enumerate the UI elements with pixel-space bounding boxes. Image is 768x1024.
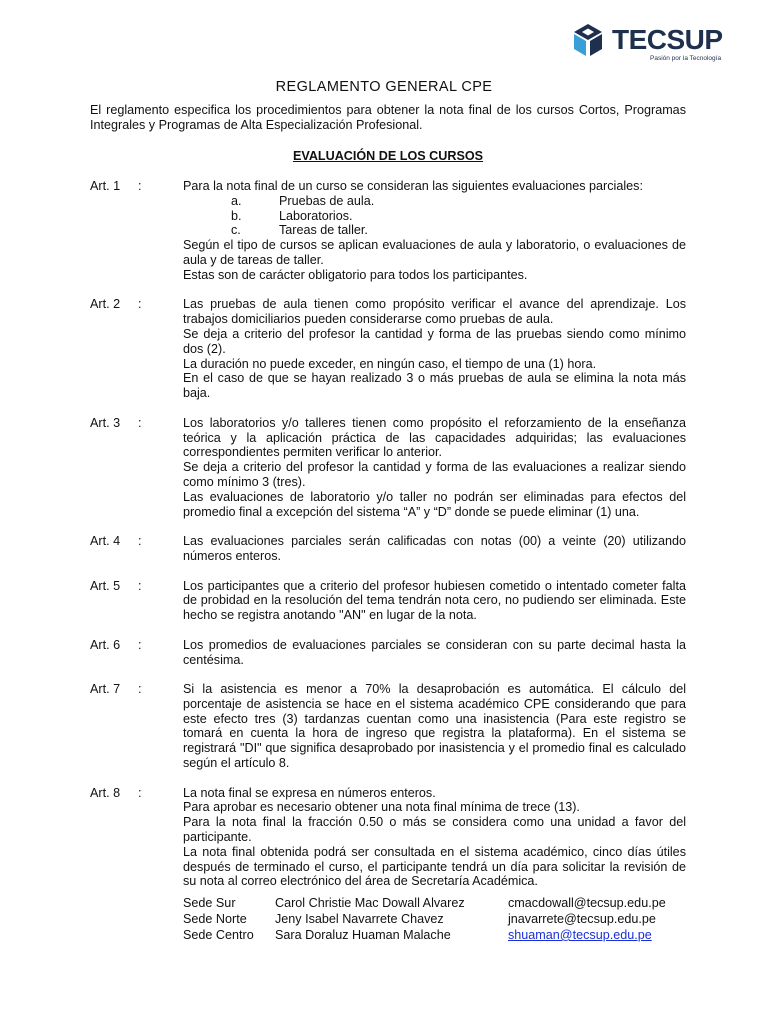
article-number: Art. 4 bbox=[90, 534, 121, 549]
article-5 bbox=[90, 579, 686, 623]
logo-wordmark: TECSUP bbox=[612, 24, 723, 55]
article-paragraph: Según el tipo de cursos se aplican evaluaciones de aula y laboratorio, o evaluaciones de aula y de tareas de taller. bbox=[183, 238, 686, 267]
article-paragraph: Si la asistencia es menor a 70% la desaprobación es automática. El cálculo del porcentaje de asistencia se hace en el sistema académico CPE considerando que para este efecto tres (3) tardanzas cuentan como una inasistencia (Para este registro se tomará en cuenta la hora de ingreso que registra la plataforma). En el sistema se registrará "DI" que significa desaprobado por inasistencia y el promedio final es calculado según el artículo 8. bbox=[183, 682, 686, 771]
article-paragraph: Para la nota final de un curso se consideran las siguientes evaluaciones parciales: bbox=[183, 179, 643, 193]
article-body bbox=[183, 682, 686, 771]
list-item-text: Laboratorios. bbox=[279, 208, 353, 223]
article-body bbox=[183, 416, 686, 520]
list-item-text: Pruebas de aula. bbox=[279, 193, 375, 208]
article-colon: : bbox=[138, 179, 142, 193]
article-number: Art. 7 bbox=[90, 682, 121, 697]
article-paragraph: Los laboratorios y/o talleres tienen como propósito el reforzamiento de la enseñanza teórica y la aplicación práctica de las capacidades adquiridas; las evaluaciones correspondientes permiten verificar lo anterior. bbox=[183, 415, 686, 460]
article-number: Art. 5 bbox=[90, 578, 121, 593]
article-number: Art. 2 bbox=[90, 297, 121, 312]
tecsup-logo bbox=[568, 22, 728, 66]
list-item-letter: b. bbox=[231, 208, 242, 223]
article-body bbox=[183, 297, 686, 401]
article-colon: : bbox=[138, 682, 142, 697]
article-paragraph: Estas son de carácter obligatorio para todos los participantes. bbox=[183, 267, 528, 282]
contact-email: jnavarrete@tecsup.edu.pe bbox=[508, 912, 656, 926]
article-body bbox=[183, 786, 686, 890]
contacts-table bbox=[183, 895, 686, 943]
article-number: Art. 1 bbox=[90, 179, 121, 193]
article-paragraph: La duración no puede exceder, en ningún caso, el tiempo de una (1) hora. bbox=[183, 356, 597, 371]
article-number: Art. 6 bbox=[90, 637, 121, 652]
article-paragraph: Las evaluaciones parciales serán calificadas con notas (00) a veinte (20) utilizando números enteros. bbox=[183, 534, 686, 563]
article-paragraph: Las evaluaciones de laboratorio y/o taller no podrán ser eliminadas para efectos del promedio final a excepción del sistema “A” y “D” donde se puede eliminar (1) una. bbox=[183, 489, 686, 519]
article-paragraph: Se deja a criterio del profesor la cantidad y forma de las evaluaciones a realizar siendo como mínimo 3 (tres). bbox=[183, 460, 686, 489]
article-paragraph: La nota final obtenida podrá ser consultada en el sistema académico, cinco días útiles después de terminado el curso, el participante tendrá un día para solicitar la revisión de su nota al correo electrónico del área de Secretaría Académica. bbox=[183, 844, 686, 889]
contact-sede: Sede Sur bbox=[183, 896, 236, 910]
article-number: Art. 8 bbox=[90, 785, 121, 800]
contact-row bbox=[183, 911, 686, 927]
article-paragraph: La nota final se expresa en números enteros. bbox=[183, 785, 436, 800]
list-item-letter: c. bbox=[231, 223, 241, 238]
article-number: Art. 3 bbox=[90, 415, 121, 430]
list-item bbox=[183, 223, 686, 238]
article-colon: : bbox=[138, 785, 142, 800]
article-body bbox=[183, 179, 686, 283]
list-item bbox=[183, 209, 686, 224]
article-body bbox=[183, 579, 686, 623]
article-1 bbox=[90, 179, 686, 283]
list-item bbox=[183, 194, 686, 209]
contact-email: cmacdowall@tecsup.edu.pe bbox=[508, 896, 666, 910]
logo-tagline: Pasión por la Tecnología bbox=[650, 55, 722, 62]
contact-row bbox=[183, 927, 686, 943]
page-title: REGLAMENTO GENERAL CPE bbox=[275, 79, 493, 95]
tecsup-logo-icon bbox=[568, 22, 608, 62]
article-paragraph: Se deja a criterio del profesor la cantidad y forma de las pruebas siendo como mínimo dos (2). bbox=[183, 326, 686, 356]
contact-name: Jeny Isabel Navarrete Chavez bbox=[275, 912, 444, 926]
contact-email-link[interactable]: shuaman@tecsup.edu.pe bbox=[508, 928, 652, 942]
article-4 bbox=[90, 534, 686, 564]
article-body bbox=[183, 638, 686, 668]
article-paragraph: Las pruebas de aula tienen como propósito verificar el avance del aprendizaje. Los trabajos domiciliarios pueden considerarse como pruebas de aula. bbox=[183, 297, 686, 327]
contact-row bbox=[183, 895, 686, 911]
article-3 bbox=[90, 416, 686, 520]
section-title: EVALUACIÓN DE LOS CURSOS bbox=[292, 149, 484, 163]
contact-sede: Sede Norte bbox=[183, 912, 247, 926]
article-8 bbox=[90, 786, 686, 890]
article-paragraph: En el caso de que se hayan realizado 3 o más pruebas de aula se elimina la nota más baja. bbox=[183, 371, 686, 401]
article-paragraph: Para aprobar es necesario obtener una nota final mínima de trece (13). bbox=[183, 800, 580, 815]
article-colon: : bbox=[138, 297, 142, 312]
article-paragraph: Los promedios de evaluaciones parciales se consideran con su parte decimal hasta la centésima. bbox=[183, 637, 686, 667]
article-6 bbox=[90, 638, 686, 668]
list-item-text: Tareas de taller. bbox=[279, 223, 368, 238]
article-body bbox=[183, 534, 686, 564]
article-paragraph: Para la nota final la fracción 0.50 o más se considera como una unidad a favor del participante. bbox=[183, 815, 686, 845]
article-colon: : bbox=[138, 578, 142, 593]
contact-name: Carol Christie Mac Dowall Alvarez bbox=[275, 896, 465, 910]
article-2 bbox=[90, 297, 686, 401]
article-colon: : bbox=[138, 534, 142, 549]
list-item-letter: a. bbox=[231, 193, 242, 208]
article-colon: : bbox=[138, 637, 142, 652]
article-7 bbox=[90, 682, 686, 771]
contact-name: Sara Doraluz Huaman Malache bbox=[275, 928, 451, 942]
article-colon: : bbox=[138, 415, 142, 430]
article-paragraph: Los participantes que a criterio del profesor hubiesen cometido o intentado cometer falta de probidad en la resolución del tema tendrán nota cero, no pudiendo ser eliminada. Este hecho se registra anotando "AN" en lugar de la nota. bbox=[183, 578, 686, 623]
contact-sede: Sede Centro bbox=[183, 928, 254, 942]
articles-list bbox=[90, 179, 686, 904]
intro-paragraph: El reglamento especifica los procedimientos para obtener la nota final de los cursos Cortos, Programas Integrales y Programas de Alta Especialización Profesional. bbox=[90, 103, 686, 132]
